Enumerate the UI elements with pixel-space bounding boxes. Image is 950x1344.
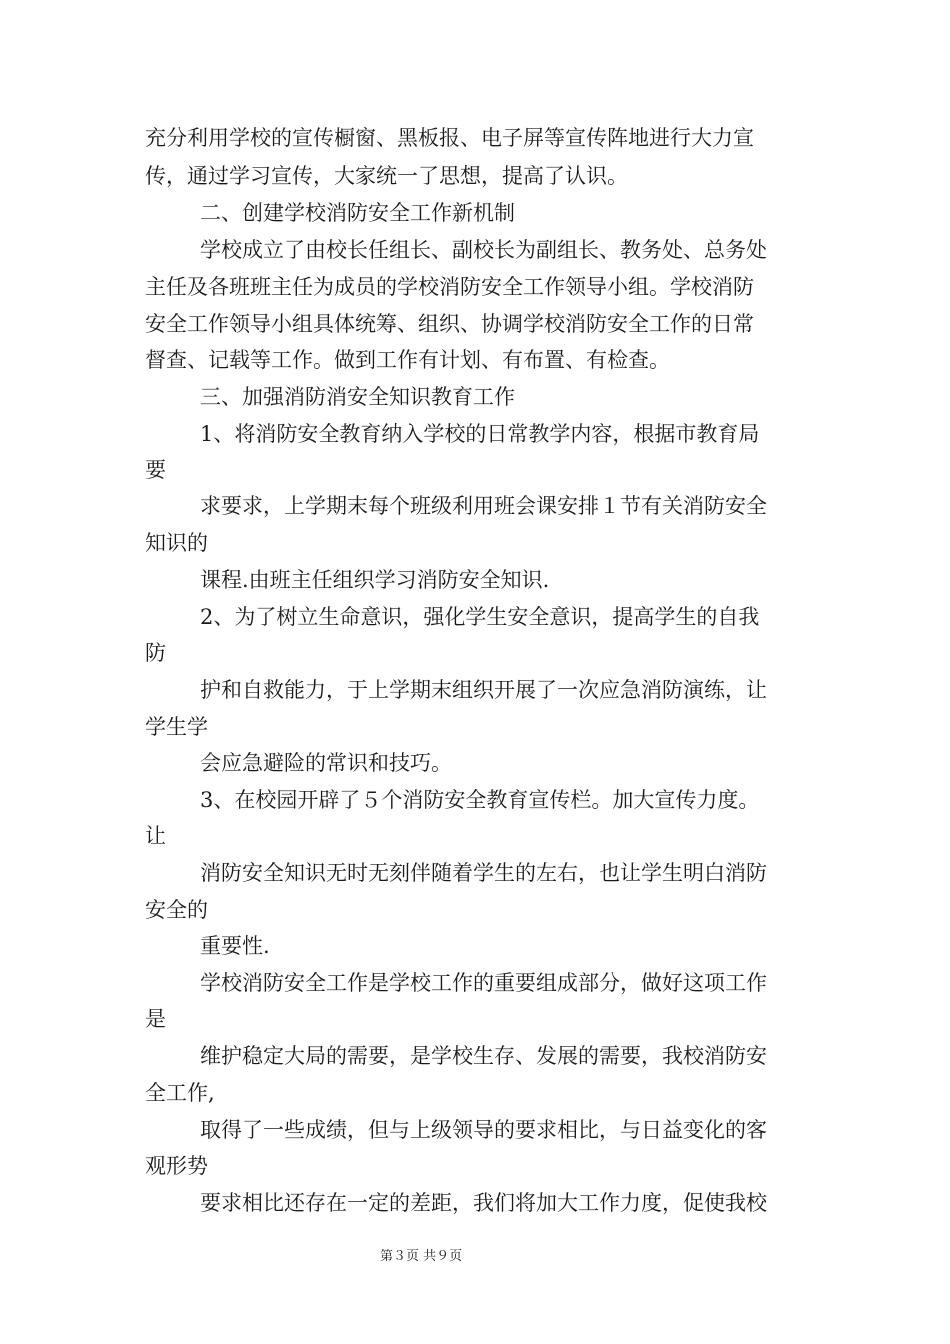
text-line: 会应急避险的常识和技巧。: [200, 751, 452, 775]
text-line: 取得了一些成绩，但与上级领导的要求相比，与日益变化的客: [200, 1118, 767, 1142]
text-line: 让: [145, 824, 166, 848]
text-line: 防: [145, 641, 166, 665]
text-line: 学生学: [145, 715, 208, 739]
section-heading: 二、创建学校消防安全工作新机制: [200, 201, 515, 225]
text-line: 传，通过学习宣传，大家统一了思想，提高了认识。: [145, 164, 628, 188]
text-line: 学校消防安全工作是学校工作的重要组成部分，做好这项工作: [200, 971, 767, 995]
text-line: 重要性.: [200, 934, 270, 958]
text-line: 观形势: [145, 1154, 208, 1178]
text-line: 1、将消防安全教育纳入学校的日常教学内容，根据市教育局: [200, 422, 760, 446]
text-line: 3、在校园开辟了５个消防安全教育宣传栏。加大宣传力度。: [200, 788, 760, 812]
text-line: 维护稳定大局的需要，是学校生存、发展的需要，我校消防安: [200, 1044, 767, 1068]
text-line: 是: [145, 1007, 166, 1031]
text-line: 充分利用学校的宣传橱窗、黑板报、电子屏等宣传阵地进行大力宣: [145, 126, 754, 150]
text-line: 知识的: [145, 531, 208, 555]
text-line: 2、为了树立生命意识，强化学生安全意识，提高学生的自我: [200, 605, 760, 629]
text-line: 要: [145, 458, 166, 482]
text-line: 消防安全知识无时无刻伴随着学生的左右，也让学生明白消防: [200, 861, 767, 885]
text-line: 学校成立了由校长任组长、副校长为副组长、教务处、总务处: [200, 238, 767, 262]
text-line: 课程.由班主任组织学习消防安全知识.: [200, 568, 550, 592]
text-line: 护和自救能力，于上学期末组织开展了一次应急消防演练，让: [200, 678, 767, 702]
text-line: 求要求，上学期末每个班级利用班会课安排１节有关消防安全: [200, 494, 767, 518]
text-line: 主任及各班班主任为成员的学校消防安全工作领导小组。学校消防: [145, 275, 754, 299]
text-line: 安全的: [145, 898, 208, 922]
text-line: 安全工作领导小组具体统筹、组织、协调学校消防安全工作的日常: [145, 312, 754, 336]
page-number: 第３页 共９页: [380, 1249, 463, 1264]
text-line: 督查、记载等工作。做到工作有计划、有布置、有检查。: [145, 348, 670, 372]
section-heading: 三、加强消防消安全知识教育工作: [200, 385, 515, 409]
text-line: 要求相比还存在一定的差距，我们将加大工作力度，促使我校: [200, 1191, 767, 1215]
text-line: 全工作,: [145, 1081, 215, 1105]
